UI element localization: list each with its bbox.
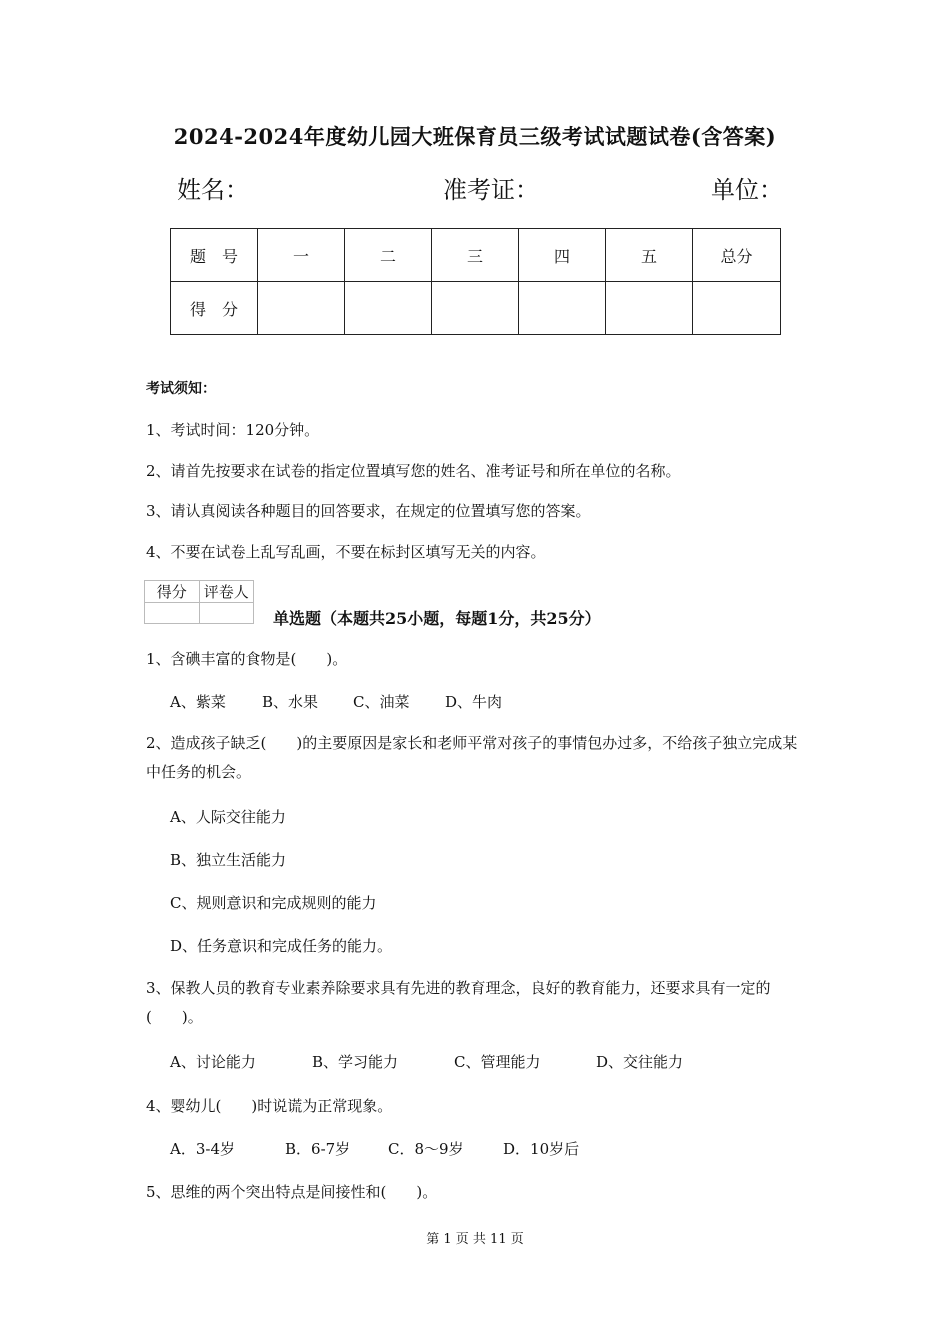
question-option: C．8～9岁 <box>388 1140 464 1158</box>
name-field-label: 姓名： <box>177 176 249 204</box>
notice-item: 4、不要在试卷上乱写乱画，不要在标封区填写无关的内容。 <box>146 543 546 561</box>
notice-item: 3、请认真阅读各种题目的回答要求，在规定的位置填写您的答案。 <box>146 502 591 520</box>
score-table <box>170 228 781 335</box>
notice-item: 1、考试时间：120分钟。 <box>146 421 320 439</box>
question-option: B．6-7岁 <box>285 1140 351 1158</box>
question-option: C、油菜 <box>353 693 410 711</box>
question-stem: 3、保教人员的教育专业素养除要求具有先进的教育理念，良好的教育能力，还要求具有一定的( )。 <box>146 979 771 1026</box>
header-section-3: 三 <box>432 229 519 282</box>
grader-box <box>144 580 254 624</box>
score-table-score-row <box>171 282 781 335</box>
question-option: B、独立生活能力 <box>170 851 287 869</box>
row-label-score: 得 分 <box>171 282 258 335</box>
question-option: C、管理能力 <box>454 1053 541 1071</box>
header-section-1: 一 <box>258 229 345 282</box>
grader-reviewer-label: 评卷人 <box>199 581 254 603</box>
question-option: B、学习能力 <box>312 1053 399 1071</box>
question-stem: 1、含碘丰富的食物是( )。 <box>146 650 348 668</box>
header-section-2: 二 <box>345 229 432 282</box>
question-stem: 5、思维的两个突出特点是间接性和( )。 <box>146 1183 438 1201</box>
score-cell <box>432 282 519 335</box>
notice-item: 2、请首先按要求在试卷的指定位置填写您的姓名、准考证号和所在单位的名称。 <box>146 462 681 480</box>
question-option: B、水果 <box>262 693 319 711</box>
question-option: D、牛肉 <box>445 693 503 711</box>
score-cell <box>693 282 781 335</box>
grader-score-cell <box>145 603 200 624</box>
unit-field-label: 单位： <box>711 176 783 204</box>
score-cell <box>519 282 606 335</box>
header-question-number: 题 号 <box>171 229 258 282</box>
header-section-5: 五 <box>606 229 693 282</box>
exam-id-field-label: 准考证： <box>443 176 539 204</box>
question-option: A、紫菜 <box>170 693 226 711</box>
question-option: D．10岁后 <box>503 1140 580 1158</box>
exam-title: 2024-2024年度幼儿园大班保育员三级考试试题试卷(含答案) <box>173 124 777 149</box>
score-cell <box>345 282 432 335</box>
question-option: A、人际交往能力 <box>170 808 286 826</box>
grader-reviewer-cell <box>199 603 254 624</box>
question-option: A．3-4岁 <box>170 1140 235 1158</box>
grader-score-label: 得分 <box>145 581 200 603</box>
question-stem: 4、婴幼儿( )时说谎为正常现象。 <box>146 1097 393 1115</box>
score-table-header-row <box>171 229 781 282</box>
question-option: C、规则意识和完成规则的能力 <box>170 894 377 912</box>
notice-heading: 考试须知： <box>146 381 216 397</box>
section-title: 单选题（本题共25小题，每题1分，共25分） <box>273 609 601 628</box>
page-footer: 第 1 页 共 11 页 <box>426 1232 524 1247</box>
question-option: D、任务意识和完成任务的能力。 <box>170 937 393 955</box>
question-stem: 2、造成孩子缺乏( )的主要原因是家长和老师平常对孩子的事情包办过多，不给孩子独立完成某中任务的机会。 <box>146 734 798 781</box>
score-cell <box>606 282 693 335</box>
header-section-4: 四 <box>519 229 606 282</box>
header-total: 总分 <box>693 229 781 282</box>
score-cell <box>258 282 345 335</box>
question-option: A、讨论能力 <box>170 1053 256 1071</box>
question-option: D、交往能力 <box>596 1053 684 1071</box>
